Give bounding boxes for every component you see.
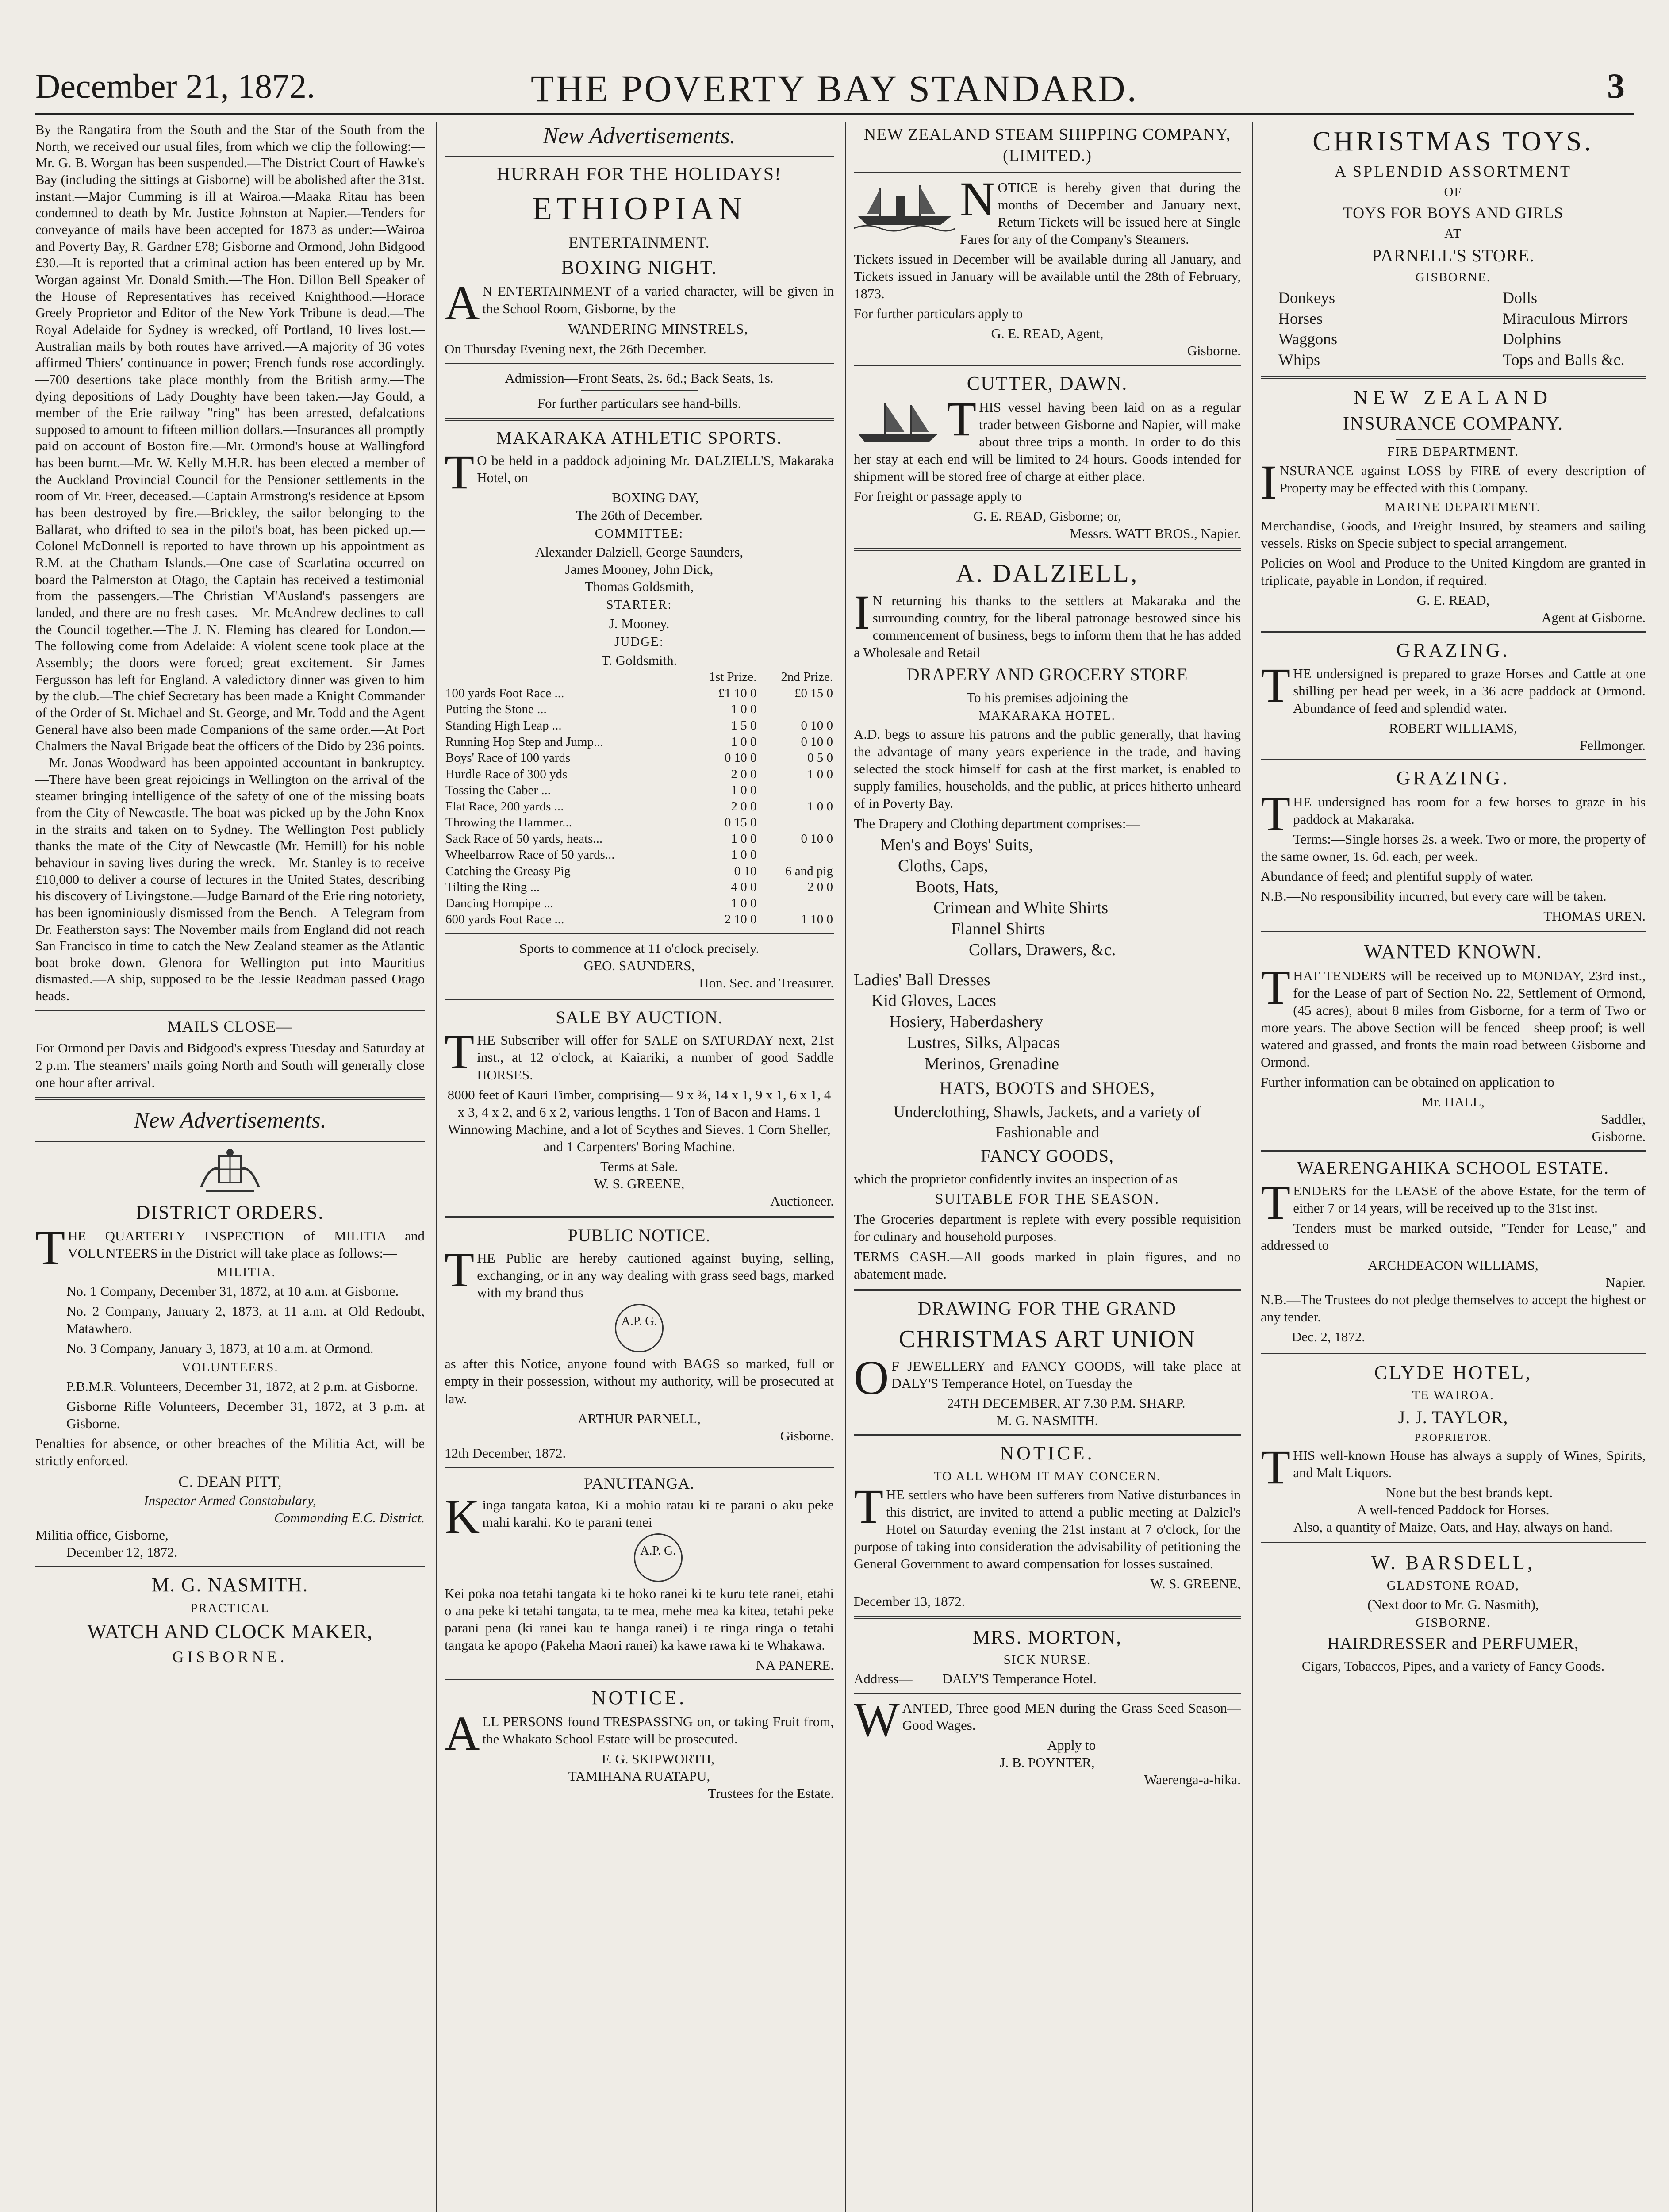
first-prize: 0 10 [734,864,757,878]
divider [445,1216,834,1218]
steamship-icon [854,179,955,232]
insurance-heading: NEW ZEALAND [1353,387,1553,408]
prize-header-row [445,669,834,685]
public-notice-heading: PUBLIC NOTICE. [568,1225,711,1245]
divider [35,1141,425,1142]
column-2 [445,122,834,2212]
marine-department: MARINE DEPARTMENT. [1384,499,1541,514]
militia-heading: MILITIA. [216,1265,276,1280]
notice-date: December 13, 1872. [854,1593,965,1609]
militia-company-3: No. 3 Company, January 3, 1873, at 10 a.m. at Ormond. [66,1340,374,1356]
barsdell-trade: HAIRDRESSER and PERFUMER, [1327,1634,1579,1653]
public-notice-sign: ARTHUR PARNELL, [578,1410,701,1426]
drapery-text: A.D. begs to assure his patrons and the public generally, that having the advantage of many years experience in the trade, and having selected the stock himself for cash at the first market, is enabled to supply families, households, and the public, at prices hitherto unheard of in Poverty Bay. [854,726,1241,811]
prize-row [445,863,834,879]
prize-event: Standing High Leap ... [445,718,562,733]
goods-line: Crimean and White Shirts [933,899,1109,918]
goods-line: Men's and Boys' Suits, [880,835,1033,854]
notice-text: ALL PERSONS found TRESPASSING on, or taking Fruit from, the Whakato School Estate will be prosecuted. [445,1706,834,1760]
prize-row [445,831,834,847]
morton-address-label: Address— [854,1671,913,1686]
goods-line: Ladies' Ball Dresses [854,970,990,989]
sports-date: The 26th of December. [576,507,702,523]
clyde-text: THIS well-known House has always a supply of Wines, Spirits, and Malt Liquors. [1261,1440,1646,1494]
clyde-text-2: None but the best brands kept. [1386,1484,1553,1500]
new-advertisements-heading: New Advertisements. [134,1108,326,1133]
signer-title: Inspector Armed Constabulary, [144,1493,316,1509]
toy-item: Horses [1278,309,1323,327]
waerenga-place: Napier. [1605,1274,1646,1290]
wanted-apply: Apply to [1047,1737,1096,1753]
barsdell-heading: W. BARSDELL, [1371,1551,1535,1574]
insurance-sign: G. E. READ, [1416,592,1490,608]
volunteers-1: P.B.M.R. Volunteers, December 31, 1872, at 2 p.m. at Gisborne. [66,1378,418,1394]
brand-stamp: A.P. G. [634,1533,683,1582]
prize-event: Dancing Hornpipe ... [445,896,554,910]
column-1 [35,122,425,2212]
waerenga-text-2: Tenders must be marked outside, "Tender for Lease," and addressed to [1261,1220,1646,1253]
barsdell-next: (Next door to Mr. G. Nasmith), [1367,1596,1539,1612]
minstrels: WANDERING MINSTRELS, [568,320,748,337]
prize-event: Tilting the Ring ... [445,880,540,895]
drapery-text-2: The Drapery and Clothing department comprises:— [854,815,1140,831]
divider [854,172,1241,173]
panuitanga-heading: PANUITANGA. [584,1474,694,1492]
judge: T. Goldsmith. [601,653,677,668]
prize-row [445,799,834,815]
entertainment-heading: ENTERTAINMENT. [568,233,710,251]
notice-heading: NOTICE. [1000,1442,1095,1464]
morton-sub: SICK NURSE. [1003,1652,1091,1667]
drawing-heading: DRAWING FOR THE GRAND [917,1298,1177,1319]
steam-ship-text-2: Tickets issued in December will be available during all January, and Tickets issued in January will be available until the 28th of February, 1873. [854,251,1241,302]
column-divider [1252,122,1253,2212]
waerenga-sign: ARCHDEACON WILLIAMS, [1368,1257,1539,1273]
prize-header-cell: 2nd Prize. [781,670,833,684]
divider [854,1616,1241,1619]
divider [445,156,834,157]
second-prize [757,701,834,718]
second-prize: 2 0 0 [807,880,833,895]
sailing-ship-icon [854,399,942,447]
divider [854,1434,1241,1436]
wanted-known-text-2: Further information can be obtained on application to [1261,1074,1554,1090]
issue-date: December 21, 1872. [35,67,315,105]
prize-event: Putting the Stone ... [445,702,547,717]
grazing2-text-2: Abundance of feed; and plentiful supply of water. [1261,868,1534,884]
divider [854,365,1241,366]
morton-heading: MRS. MORTON, [972,1626,1122,1648]
toy-item: Waggons [1278,330,1338,348]
goods-line: Boots, Hats, [916,877,998,896]
waerenga-text: TENDERS for the LEASE of the above Estate, for the term of either 7 or 14 years, will be received up to the 31st inst. [1261,1175,1646,1229]
grazing2-sign: THOMAS UREN. [1543,908,1646,924]
first-prize: £1 10 0 [718,686,757,700]
wanted-known-place: Gisborne. [1592,1129,1646,1144]
steam-ship-text-3: For further particulars apply to [854,306,1023,322]
divider [1261,931,1646,933]
first-prize: 1 0 0 [731,734,757,749]
ethiopian-heading: ETHIOPIAN [532,191,747,227]
second-prize [757,814,834,831]
first-prize: 1 5 0 [731,718,757,733]
cutter-sign-2: Messrs. WATT BROS., Napier. [1069,525,1241,541]
grazing-text: THE undersigned is prepared to graze Horses and Cattle at one shilling per head per week, in a 36 acre paddock at Ormond. Abundance of feed and splendid water. [1261,658,1646,716]
morton-address-row [854,1670,1241,1687]
prize-event: Tossing the Caber ... [445,783,551,798]
public-notice-text-2: as after this Notice, anyone found with BAGS so marked, full or empty in their possession, without my authority, will be prosecuted at law. [445,1356,834,1406]
committee-heading: COMMITTEE: [595,526,684,541]
royal-crest-icon [192,1147,268,1196]
goods-line: Cloths, Caps, [898,856,988,876]
toys-store: PARNELL'S STORE. [1372,245,1535,265]
insurance-heading-2: INSURANCE COMPANY. [1343,414,1564,434]
wanted-sign: J. B. POYNTER, [1000,1754,1095,1770]
divider [854,1693,1241,1694]
prize-row [445,895,834,912]
prize-row [445,734,834,750]
art-union-heading: CHRISTMAS ART UNION [898,1325,1196,1353]
prize-event: Hurdle Race of 300 yds [445,767,568,781]
art-union-sign: M. G. NASMITH. [996,1413,1098,1429]
wanted-known-heading: WANTED KNOWN. [1364,941,1542,963]
particulars: For further particulars see hand-bills. [537,395,741,411]
marine-text-2: Policies on Wool and Produce to the United Kingdom are granted in triplicate, payable in London, if required. [1261,555,1646,588]
waerenga-nb: N.B.—The Trustees do not pledge themselves to accept the highest or any tender. [1261,1291,1646,1325]
toys-of: OF [1444,185,1462,200]
prize-header-cell [445,669,687,685]
divider [1261,1542,1646,1544]
district-orders-heading: DISTRICT ORDERS. [136,1201,324,1223]
toys-list [1261,288,1646,370]
prize-row [445,911,834,928]
divider [1261,1352,1646,1354]
dalziell-text: IN returning his thanks to the settlers at Makaraka and the surrounding country, for the liberal patronage bestowed since his commencement of business, begs to inform them that he has added a Wholesale and Retail [854,585,1241,661]
drapery-heading: DRAPERY AND GROCERY STORE [906,664,1188,685]
cutter-text: THIS vessel having been laid on as a regular trader between Gisborne and Napier, will make about three trips a month. In order to do this her stay at each end will be limited to 24 hours. Goods intended for shipment will be stored free of charge at either place. [854,392,1241,484]
notice-sub: TO ALL WHOM IT MAY CONCERN. [933,1469,1161,1483]
nasmith-trade: WATCH AND CLOCK MAKER, [87,1620,373,1643]
prize-row [445,847,834,863]
waerenga-heading: WAERENGAHIKA SCHOOL ESTATE. [1297,1158,1609,1178]
toy-item: Whips [1278,351,1320,369]
grazing-sign: ROBERT WILLIAMS, [1389,720,1517,736]
goods-line: Flannel Shirts [951,919,1045,938]
cutter-text-2: For freight or passage apply to [854,488,1022,504]
panuitanga-sign: NA PANERE. [756,1657,834,1673]
prize-event: Throwing the Hammer... [445,815,572,830]
cutter-heading: CUTTER, DAWN. [967,373,1128,395]
first-prize: 1 0 0 [731,896,757,910]
steam-ship-place: Gisborne. [1187,343,1241,359]
barsdell-road: GLADSTONE ROAD, [1386,1578,1520,1593]
column-4 [1261,122,1646,2212]
public-notice-place: Gisborne. [780,1428,834,1444]
goods-line: Lustres, Silks, Alpacas [907,1033,1060,1052]
first-prize: 4 0 0 [731,880,757,895]
masthead-rule [35,113,1634,115]
hurrah-heading: HURRAH FOR THE HOLIDAYS! [496,164,782,184]
nasmith-place: GISBORNE. [172,1648,288,1666]
second-prize [757,847,834,863]
second-prize: 1 0 0 [807,799,833,814]
insurance-sign-2: Agent at Gisborne. [1541,609,1646,625]
prize-event: 600 yards Foot Race ... [445,912,564,927]
underclothing: Underclothing, Shawls, Jackets, and a variety of Fashionable and [894,1103,1201,1141]
divider [445,418,834,421]
grazing2-text: THE undersigned has room for a few horses to graze in his paddock at Makaraka. [1261,786,1646,841]
divider [445,1679,834,1680]
grazing-heading-2: GRAZING. [1396,767,1510,789]
sports-sign: GEO. SAUNDERS, [583,957,695,973]
wanted-known-text: THAT TENDERS will be received up to MONDAY, 23rd inst., for the Lease of part of Section No. 22, Settlement of Ormond, (45 acres), about 8 miles from Gisborne, for a term of Two or more years. The above Section will be fenced—sheep proof; is well watered and grassed, and fronts the main road between Gisborne and Ormond. [1261,960,1646,1070]
first-prize: 1 0 0 [731,783,757,798]
prize-event: Running Hop Step and Jump... [445,734,603,749]
notice-sign: W. S. GREENE, [1150,1576,1241,1592]
prize-event: Wheelbarrow Race of 50 yards... [445,848,615,862]
toys-list-left [1278,288,1337,370]
barsdell-place: GISBORNE. [1415,1615,1491,1630]
committee-line-1: Alexander Dalziell, George Saunders, [535,544,744,560]
steam-ship-heading: NEW ZEALAND STEAM SHIPPING COMPANY, (LIMITED.) [863,125,1231,165]
art-union-text: OF JEWELLERY and FANCY GOODS, will take place at DALY'S Temperance Hotel, on Tuesday the [854,1351,1241,1405]
barsdell-goods: Cigars, Tobaccos, Pipes, and a variety of Fancy Goods. [1301,1658,1605,1674]
dalziell-heading: A. DALZIELL, [955,559,1139,588]
first-prize: 2 0 0 [731,799,757,814]
goods-line: Collars, Drawers, &c. [969,941,1116,960]
public-notice-text: THE Public are hereby cautioned against buying, selling, exchanging, or in any way dealing with grass seed bags, marked with my brand thus [445,1243,834,1301]
district-orders-intro: THE QUARTERLY INSPECTION of MILITIA and VOLUNTEERS in the District will take place as follows:— [35,1221,425,1275]
first-prize: 1 0 0 [731,848,757,862]
drapery-sub: To his premises adjoining the [967,689,1128,705]
nasmith-practical: PRACTICAL [190,1601,270,1615]
fancy-text: which the proprietor confidently invites an inspection of as [854,1171,1178,1187]
second-prize: 6 and pig [785,864,833,878]
prize-row [445,814,834,831]
divider [445,363,834,364]
column-divider [436,122,437,2212]
committee-line-2: James Mooney, John Dick, [565,561,714,577]
waerenga-date: Dec. 2, 1872. [1292,1329,1366,1344]
notice-sign-2: TAMIHANA RUATAPU, [568,1768,710,1784]
cutter-sign: G. E. READ, Gisborne; or, [973,508,1121,524]
sports-start: Sports to commence at 11 o'clock precisely. [519,940,760,956]
toys-at: AT [1444,227,1462,241]
wanted-text: WANTED, Three good MEN during the Grass Seed Season—Good Wages. [854,1692,1241,1747]
divider [1261,1150,1646,1152]
sports-heading: MAKARAKA ATHLETIC SPORTS. [496,428,783,448]
prize-row [445,750,834,766]
prize-row [445,766,834,783]
prize-event: Flat Race, 200 yards ... [445,799,564,814]
starter: J. Mooney. [609,615,670,631]
second-prize [757,895,834,912]
notice-text: THE settlers who have been sufferers from Native disturbances in this district, are invited to attend a public meeting at Dalziel's Hotel on Saturday evening the 21st instant at 7 o'clock, for the purpose of taking into consideration the advisability of petitioning the General Government to award compensation for losses sustained. [854,1479,1241,1572]
militia-company-1: No. 1 Company, December 31, 1872, at 10 a.m. at Gisborne. [66,1283,399,1299]
clyde-owner-title: PROPRIETOR. [1414,1432,1492,1444]
second-prize: 0 10 0 [801,734,833,749]
auction-heading: SALE BY AUCTION. [556,1007,723,1028]
wanted-known-sign-2: Saddler, [1600,1111,1646,1127]
clyde-sub: TE WAIROA. [1412,1388,1494,1403]
clyde-text-4: Also, a quantity of Maize, Oats, and Hay, always on hand. [1293,1519,1613,1535]
toys-sub: A SPLENDID ASSORTMENT [1335,162,1572,180]
page-number: 3 [1607,67,1625,106]
entertainment-text: AN ENTERTAINMENT of a varied character, will be given in the School Room, Gisborne, by the [445,276,834,330]
second-prize: 0 5 0 [807,751,833,765]
new-advertisements-heading: New Advertisements. [543,123,736,149]
divider [1261,376,1646,379]
brand-stamp: A.P. G. [615,1304,664,1352]
auction-sign-2: Auctioneer. [770,1193,834,1209]
prize-row [445,718,834,734]
second-prize: 0 10 0 [801,831,833,846]
divider [1261,759,1646,760]
prize-row [445,685,834,702]
toy-item: Dolls [1503,288,1538,307]
grazing-sign-2: Fellmonger. [1580,737,1646,753]
grazing-heading: GRAZING. [1396,639,1510,661]
auction-items: 8000 feet of Kauri Timber, comprising— 9 x ¾, 14 x 1, 9 x 1, 6 x 1, 4 x 3, 4 x 2, and 6 x 2, various lengths. 1 Ton of Bacon and Hams. 1 Winnowing Machine, and a lot of Scythes and Sieves. 1 Corn Sheller, and 1 Carpenters' Boring Machine. [447,1087,831,1154]
prize-table [445,669,834,928]
toy-item: Dolphins [1503,330,1562,348]
volunteers-heading: VOLUNTEERS. [181,1360,279,1375]
entertainment-date: On Thursday Evening next, the 26th December. [445,341,706,357]
goods-line: Hosiery, Haberdashery [889,1012,1043,1031]
morton-hotel: DALY'S Temperance Hotel. [942,1671,1097,1686]
suitable-season: SUITABLE FOR THE SEASON. [935,1190,1160,1207]
clyde-text-3: A well-fenced Paddock for Horses. [1357,1502,1550,1517]
masthead [35,62,1634,115]
fire-text: INSURANCE against LOSS by FIRE of every description of Property may be effected with this Company. [1261,455,1646,509]
clyde-owner: J. J. TAYLOR, [1398,1407,1508,1427]
prize-event: Boys' Race of 100 yards [445,751,571,765]
notice-sign-3: Trustees for the Estate. [708,1786,834,1801]
admission: Admission—Front Seats, 2s. 6d.; Back Seats, 1s. [505,370,774,386]
sports-text: TO be held in a paddock adjoining Mr. DALZIELL'S, Makaraka Hotel, on [445,445,834,499]
first-prize: 2 0 0 [731,767,757,781]
wanted-known-sign: Mr. HALL, [1421,1094,1485,1110]
first-prize: 1 0 0 [731,831,757,846]
first-prize: 0 15 0 [724,815,757,830]
second-prize: £0 15 0 [794,686,833,700]
toys-place: GISBORNE. [1415,270,1491,285]
auction-terms: Terms at Sale. [600,1158,679,1174]
judge-heading: JUDGE: [614,634,664,649]
grazing2-nb: N.B.—No responsibility incurred, but every care will be taken. [1261,888,1607,904]
committee-line-3: Thomas Goldsmith, [584,579,694,595]
first-prize: 0 10 0 [724,751,757,765]
public-notice-date: 12th December, 1872. [445,1445,566,1461]
boxing-day: BOXING DAY, [612,490,699,506]
signer-title-2: Commanding E.C. District. [274,1510,425,1526]
goods-line: Merinos, Grenadine [925,1054,1059,1073]
prize-event: Catching the Greasy Pig [445,864,571,878]
clyde-heading: CLYDE HOTEL, [1374,1361,1532,1383]
divider [1396,439,1511,440]
signer-name: C. DEAN PITT, [178,1472,282,1490]
militia-company-2: No. 2 Company, January 2, 1873, at 11 a.m. at Old Redoubt, Matawhero. [66,1303,425,1336]
panuitanga-text: Kinga tangata katoa, Ki a mohio ratau ki te parani o aku peke mahi karahi. Ko te parani tenei [445,1490,834,1544]
prize-event: 100 yards Foot Race ... [445,686,564,700]
drapery-hotel: MAKARAKA HOTEL. [979,708,1116,723]
christmas-toys-heading: CHRISTMAS TOYS. [1312,127,1594,157]
first-prize: 2 10 0 [724,912,757,927]
militia-office: Militia office, Gisborne, [35,1527,169,1543]
news-summary: By the Rangatira from the South and the Star of the South from the North, we received our usual files, from which we clip the following:—Mr. G. B. Worgan has been suspended.—The District Court of Hawke's Bay (including the sittings at Gisborne) will be abolished after the 31st. instant.—Major Cumming is ill at Wairoa.—Maaka Ritau has been condemned to death by Mr. Justice Johnston at Napier.—Tenders for conveyance of mails have been accepted for 1873 as under:—Wairoa and Poverty Bay, R. Gardner £78; Gisborne and Ormond, John Bidgood £30.—It is reported that a criminal action has been entered up by Mr. Worgan against Mr. Donald Smith.—The Hon. Dillon Bell Speaker of the House of Representatives has received Knighthood.—Horace Greely Proprietor and Editor of the New York Tribune is dead.—The Royal Adelaide for Sydney is wrecked, off Portland, 10 lives lost.—Australian mails by both routes have arrived.—A majority of 36 votes affirmed Thiers' continuance in power; French funds rose accordingly.—700 desertions take place monthly from the British army.—The dying depositions of Lady Doughty have been taken.—Jay Gould, a member of the Erie railway "ring" has been arrested, defalcations supposed to amount to fifteen million dollars.—Insurances all promptly paid on account of Boston fire.—Mr. Ormond's house at Wallingford has been burnt.—Mr. W. Kelly M.H.R. has been elected a member of the Auckland Provincial Council for the Pensioner settlements in the room of Mr. Freer, deceased.—Captain Armstrong's residence at Epsom has been destroyed by fire.—Brickley, the sailor belonging to the Ballarat, who drifted to sea in the pilot's boat, has been picked up.—Colonel McDonnell is reported to have thrown up his appointment as R.M. at the Chatham Islands.—One case of Scarlatina occurred on board the Palmerston at Otago, the Captain has received a testimonial from the passengers.—The Christian M'Ausland's passengers are landed, and there are no fresh cases.—Mr. McAndrew declines to call the Council together.—The J. N. Fleming has cleared for London.—The following come from Adelaide: A violent scene took place at the Assembly; the doors were forced; great excitement.—Sir James Fergusson has left for England. A valedictory dinner was given to him by the club.—The chief Secretary has been made a Knight Commander of the Order of St. Michael and St. George, and Mr. Todd and the Agent General have also been made Companions of the same order.—At Port Chalmers the Naval Brigade beat the officers of the Dido by 236 points.—Mr. Jonas Woodward has been appointed accountant in bankruptcy.—There have been great rejoicings in Wellington on the arrival of the steamer bringing intelligence of the safety of one of the missing boats from the City of Newcastle. The boat was picked up by the John Knox in the straits and taken on to Sydney. The Wellington Post publicly thanks the mate of the City of Newcastle (Mr. Hemill) for his noble behaviour in saving lives during the wreck.—Mr. Stanley is to receive £10,000 to deliver a course of lectures in the United States, describing his discovery of Livingstone.—Judge Barnard of the Erie ring notoriety, has been ignominiously dismissed from the Bench.—A Telegram from Dr. Featherston says: The November mails from England did not reach San Francisco in time to catch the New Zealand steamer as the Atlantic boat broke down.—Glenora for Wellington put into Mauritius dismasted.—A ship, supposed to be the Jessie Readman passed Otago heads. [35,122,425,1004]
first-prize: 1 0 0 [731,702,757,717]
goods-line: Kid Gloves, Laces [871,991,996,1010]
auction-text: THE Subscriber will offer for SALE on SATURDAY next, 21st inst., at 12 o'clock, at Kaiariki, a number of good Saddle HORSES. [445,1025,834,1083]
divider [1261,631,1646,633]
wanted-place: Waerenga-a-hika. [1144,1771,1241,1787]
steam-ship-sign: G. E. READ, Agent, [991,326,1104,342]
nasmith-name: M. G. NASMITH. [151,1574,309,1596]
boxing-night-heading: BOXING NIGHT. [561,257,717,279]
prize-header-cell: 1st Prize. [709,670,757,684]
divider [854,548,1241,551]
prize-event: Sack Race of 50 yards, heats... [445,831,603,846]
divider [445,933,834,934]
sports-sign-2: Hon. Sec. and Treasurer. [699,975,834,991]
grazing2-terms: Terms:—Single horses 2s. a week. Two or more, the property of the same owner, 1s. 6d. each, per week. [1261,831,1646,864]
mails-text: For Ormond per Davis and Bidgood's express Tuesday and Saturday at 2 p.m. The steamers' mails going North and South will generally close one hour after arrival. [35,1040,425,1091]
penalties-text: Penalties for absence, or other breaches of the Militia Act, will be strictly enforced. [35,1435,425,1468]
second-prize: 1 0 0 [807,767,833,781]
divider [445,998,834,1000]
toy-item: Miraculous Mirrors [1503,309,1628,327]
divider [854,1289,1241,1291]
second-prize [757,782,834,799]
panuitanga-text-2: Kei poka noa tetahi tangata ki te hoko ranei ki te kuru tete ranei, etahi o ana peke ki tetahi tangata, ta te mea, mehe mea ka kitea, tetahi peke parani pena (ki ranei kau te hanga ranei) i te ringa ringa o tetahi tangata ke apopo (Pakeha Maori ranei) ka kawe rawa ki te Whakawa. [445,1586,834,1653]
militia-date: December 12, 1872. [66,1544,178,1560]
volunteers-2: Gisborne Rifle Volunteers, December 31, 1872, at 3 p.m. at Gisborne. [66,1398,425,1431]
notice-sign: F. G. SKIPWORTH, [602,1751,715,1767]
groceries-text: The Groceries department is replete with every possible requisition for culinary and household purposes. [854,1211,1241,1244]
divider [581,390,698,391]
column-3 [854,122,1241,2212]
toys-list-right [1503,288,1628,370]
divider [35,1010,425,1011]
second-prize: 1 10 0 [801,912,833,927]
divider [35,1097,425,1100]
auction-sign: W. S. GREENE, [594,1175,685,1191]
prize-row [445,701,834,718]
art-union-date: 24TH DECEMBER, AT 7.30 P.M. SHARP. [947,1395,1186,1411]
fire-department: FIRE DEPARTMENT. [1387,445,1519,459]
steam-ship-text: NOTICE is hereby given that during the months of December and January next, Return Tickets will be issued here at Single Fares for any of the Company's Steamers. [960,172,1241,247]
prize-row [445,879,834,895]
starter-heading: STARTER: [606,598,672,612]
notice-heading: NOTICE. [591,1687,687,1709]
terms-text: TERMS CASH.—All goods marked in plain figures, and no abatement made. [854,1248,1241,1282]
toys-sub-2: TOYS FOR BOYS AND GIRLS [1343,204,1564,222]
mails-heading: MAILS CLOSE— [167,1017,293,1035]
hats-boots-heading: HATS, BOOTS and SHOES, [939,1078,1155,1098]
fancy-goods-heading: FANCY GOODS, [981,1146,1114,1166]
toy-item: Tops and Balls &c. [1503,351,1625,369]
newspaper-title: THE POVERTY BAY STANDARD. [530,67,1139,110]
prize-row [445,782,834,799]
divider [35,1566,425,1567]
marine-text: Merchandise, Goods, and Freight Insured, by steamers and sailing vessels. Risks on Specie subject to special arrangement. [1261,518,1646,551]
divider [445,1467,834,1468]
second-prize: 0 10 0 [801,718,833,733]
toy-item: Donkeys [1278,288,1335,307]
column-divider [845,122,846,2212]
